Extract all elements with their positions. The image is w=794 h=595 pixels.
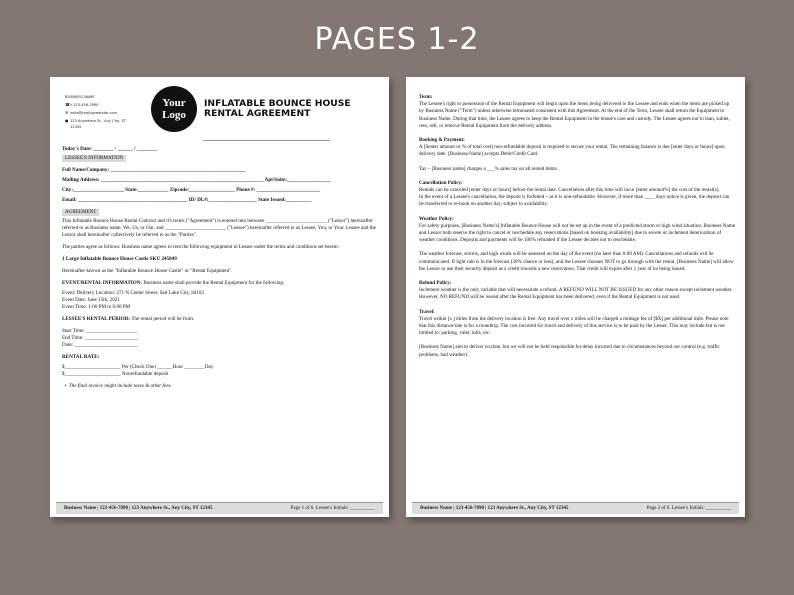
email-text: hello@reallygreatsite.com [70,111,118,115]
email-icon: ✉ [65,110,69,115]
weather-text-2: The weather forecast, storms, and high winds will be assessed on the day of the event (no later than 8:00 AM). Cancellations and refunds will be communicated. If light rain is in the forecast (30% chance or less), and the Lessee chooses NOT to go through with the rental, [Business Name] will allow the Lessor to use their security deposit as a credit towards a new reservation. That credit will expire after 1 year of its being issued. [419,251,734,272]
cancellation-text-2: In the event of a Lessee's cancellation, the deposit is forfeited – as it is non-refundable. However, if more than ____ days notice is given, the deposit can be transferred to re-book on another day, subject to availability. [419,194,730,208]
end-time-field[interactable]: End Time: _____________________ [62,335,139,341]
event-time: Event Time: 1:00 PM to 6:00 PM [62,304,131,310]
parties-text: The parties agree as follows: Business name agrees to rent the following equipment to Lessee under the terms and conditions set herein: [62,244,340,250]
hereinafter-text: Hereinafter known as the "Inflatable Bounce House Castle" or "Rental Equipment". [62,268,233,274]
term-text: The Lessee's right to possession of the Rental Equipment will begin upon the items being delivered to the Lessee and ends when the items are picked up by Business Name ("Term") unless otherwise terminated consistent with this Agreement. At the end of the Term, Lessee shall return the Equipment to Business Name. During that time, the Lessee agrees to keep the Rental Equipment in the lessee's care and custody. The Lessee agrees not to loan, sublet, rent, sell, or remove Rental Equipment from the delivery address. [419,101,730,129]
start-time-field[interactable]: Start Time: ____________________ [62,328,137,334]
event-text: Business name shall provide the Rental Equipment for the following: [142,280,285,286]
phone-text: +123-456-7890 [70,103,99,107]
agreement-text: This Inflatable Bounce House Rental Contract and it's terms ("Agreement") is entered into between ________________________ ("Lessor") hereinafter referred to as Business name, We, Us, or Our, and ________________________ ("Lessee") hereinafter referred to as Lessee, You, or Your. Lessee and the Lessor shall hereinafter collectively be referred to as the "Parties". [62,218,376,238]
event-date: Event Date: June 15th, 2021 [62,297,120,303]
logo-placeholder: Your Logo [151,86,197,132]
phone-icon: ☎ [65,102,70,107]
rate-line-1[interactable]: $______________________ Per (Check One) ______Hour ________Day [62,364,214,370]
weather-heading: Weather Policy: [419,215,454,222]
business-name: BUSINESS NAME [65,95,95,99]
cancellation-heading: Cancellation Policy: [419,179,463,186]
refund-heading: Refund Policy: [419,280,452,287]
mailing-address-field[interactable]: Mailing Address: ________________________________________________________________ Apt/Suite:_________________ [62,177,331,183]
footer-business: Business Name | 123-456-7890 | 123 Anywhere St., Any City, ST 12345 [64,506,213,511]
footer-page-number: Page 1 of 6. Lessee's Initials: __________ [290,506,375,511]
document-page-2 [406,77,745,517]
booking-heading: Booking & Payment: [419,137,465,144]
refund-text: Inclement weather is the only variable that will necessitate a refund. A REFUND WILL NOT BE ISSUED for any other reason except inclement weather. However, NO REFUND will be issued after the Rental Equipment has been delivered, even if the Rental Equipment is not used. [419,287,733,301]
email-id-field[interactable]: Email: ___________________________________________ ID/ DL#:___________________ State Issued:__________ [62,197,312,203]
footer-page-number: Page 2 of 6. Lessee's Initials: __________ [646,506,731,511]
city-state-zip-phone-field[interactable]: City:____________________ State:____________ Zipcode:__________________ Phone #: _________________________ [62,187,321,193]
divider [203,140,330,141]
agreement-heading: AGREEMENT [62,209,99,216]
tax-text: Tax – [Business name] charges a ___% sales tax on all rented items. [419,165,558,172]
period-label: LESSEE'S RENTAL PERIOD: [62,316,131,322]
contact-block [65,93,126,129]
booking-text: A [Senter amount or % of total cost] non-refundable deposit is required to secure your rental. The remaining balance is due [enter days or hours] upon delivery date. [Business Name] accepts Debit/Credit Card. [419,144,725,158]
rental-rate-heading: RENTAL RATE: [62,354,100,360]
term-heading: Term: [419,94,433,100]
invoice-note: • The final invoice might include taxes & other fees. [62,383,172,389]
rate-line-2[interactable]: $______________________ Nonrefundable deposit [62,371,169,377]
period-text: The rental period will be from: [130,316,195,322]
page1-body [62,146,377,390]
travel-text-2: [Business Name] aim to deliver on time, but we will not be held responsible for delay incurred due to circumstances beyond our control (e.g. traffic problems, bad weather). [419,344,720,358]
travel-heading: Travel: [419,308,435,315]
page1-footer [56,502,383,514]
page2-body [419,94,735,366]
document-page-1 [50,77,389,517]
weather-text-1: For safety purposes, [Business Name's] Inflatable Bounce House will not be set up in the event of a predicted storm or high wind situation. Business Name and Lessor both reserve the right to cancel or reschedule any reservations [based on booking availability] due to severe or inclement deterioration of weather conditions. Deposits and payments will be 100% refunded if the Lessee decides not to reschedule. [419,222,735,244]
event-location: Event/ Delivery Location: 271 N Center Street, Salt Lake City, 84103 [62,290,204,296]
address-line-1: 123 Anywhere St., Any City, ST [70,119,126,123]
page2-footer [412,502,739,514]
banner-title: PAGES 1-2 [314,22,480,57]
address-line-2: 12345 [70,125,82,129]
equipment-item: 1 Large Inflatable Bounce House Castle SKU 245849 [62,256,177,262]
date-field[interactable]: Date: _________________________ [62,342,138,348]
lessee-info-heading: LESSEE'S INFORMATION [62,155,126,162]
footer-business: Business Name | 123-456-7890 | 123 Anywhere St., Any City, ST 12345 [420,506,569,511]
travel-text-1: Travel within [x ] miles from the delivery location is free. Any travel over x miles will be charged a mileage fee of [$X] per additional mile. Please note that this distance/rate is for a roundtrip. The cost incurred for travel and delivery of this service is to be paid by the Lesser. This may include but is not limited to: parking, valet, tolls, etc. [419,315,729,337]
event-label: EVENT/RENTAL INFORMATION: [62,280,143,286]
cancellation-text-1: Rentals can be canceled [enter days or hours] before the rental date. Cancellation after this time will incur [enter amount%] the cost of the rental(s). [419,187,720,194]
todays-date-line: Today's Date: ________ / ______ / ________ [62,146,158,152]
location-pin-icon: ● [65,118,69,123]
full-name-field[interactable]: Full Name/Company: _____________________________________________________ [62,167,246,173]
document-title: INFLATABLE BOUNCE HOUSE RENTAL AGREEMENT [204,98,351,119]
